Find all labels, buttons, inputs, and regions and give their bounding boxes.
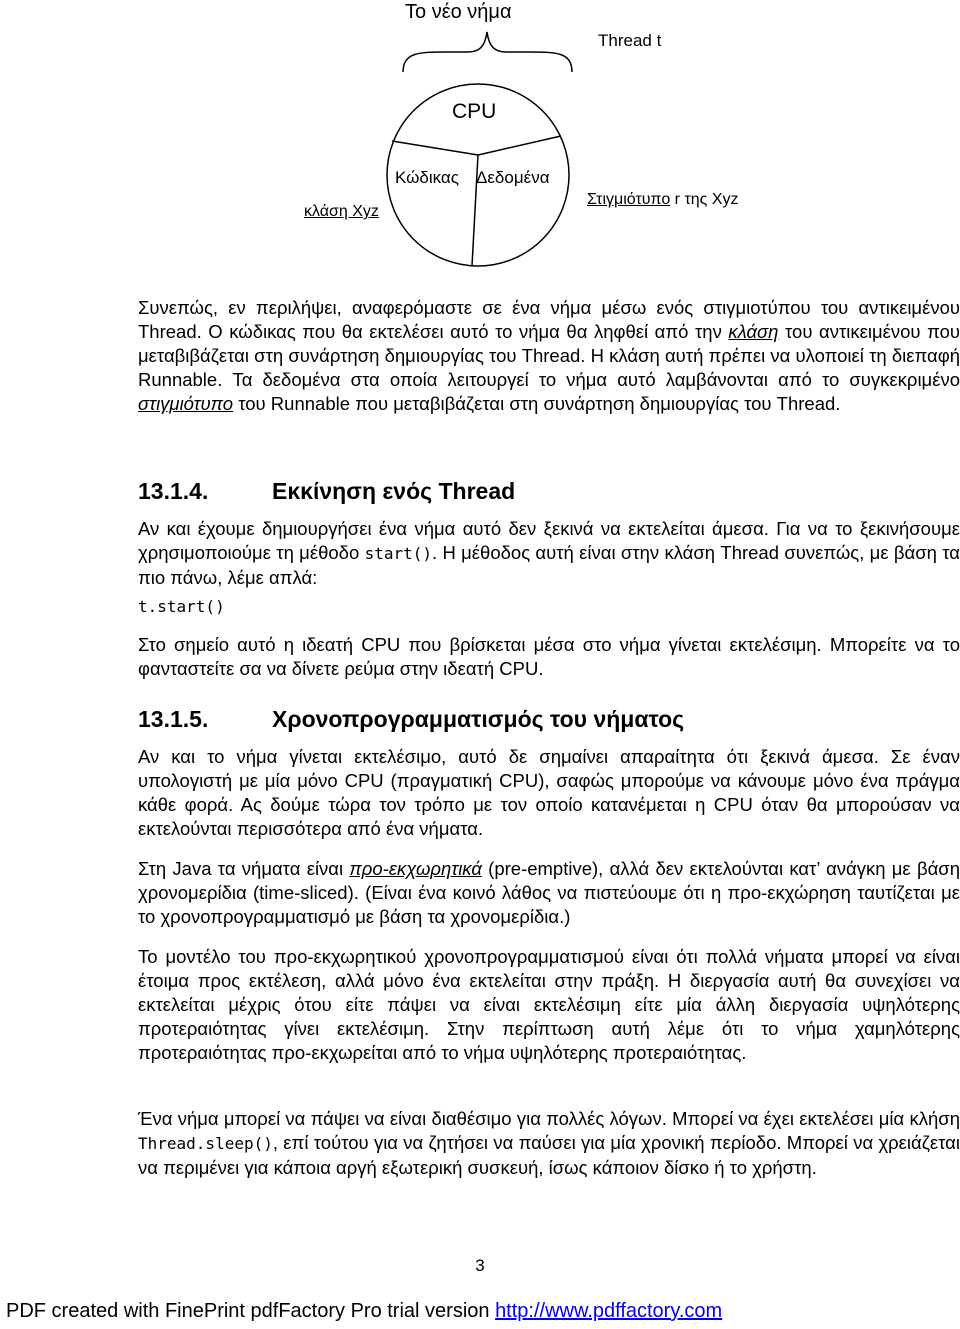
intro-text-3: του Runnable που μεταβιβάζεται στη συνάρτηση δημιουργίας του Thread.	[233, 393, 841, 414]
pdf-footer	[6, 1300, 722, 1323]
scheduling-paragraph-3: Το μοντέλο του προ-εκχωρητικού χρονοπρογραμματισμού είναι ότι πολλά νήματα μπορεί να είναι έτοιμα προς εκτέλεση, αλλά μόνο ένα εκτελείται στην πράξη. Η διεργασία αυτή θα συνεχίσει να εκτελείται μέχρις ότου είτε πάψει να είναι εκτελέσιμη είτε μία άλλη διεργασία υψηλότερης προτεραιότητας γίνει εκτελέσιμη. Στην περίπτωση αυτή λέμε ότι το νήμα χαμηλότερης προτεραιότητας προ-εκχωρείται από το νήμα υψηλότερης προτεραιότητας.	[138, 946, 960, 1063]
start-text-1: Αν και έχουμε δημιουργήσει ένα νήμα αυτό δεν ξεκινά να εκτελείται άμεσα. Για να το ξεκινήσουμε χρησιμοποιούμε τη μέθοδο	[138, 518, 960, 563]
section-heading-scheduling	[138, 705, 684, 733]
data-label: Δεδομένα	[476, 168, 550, 187]
code-label: Κώδικας	[395, 168, 459, 187]
cpu-label: CPU	[452, 100, 497, 123]
preemptive-text-2: (pre-emptive), αλλά δεν εκτελούνται κατ’ ανάγκη με βάση χρονομερίδια (time-sliced). (Είναι ένα κοινό λάθος να πιστεύουμε ότι η προ-εκχώρηση ταυτίζεται με το χρονοπρογραμματισμό με βάση τα χρονομερίδια.)	[138, 858, 960, 927]
intro-text-1: Συνεπώς, εν περιλήψει, αναφερόμαστε σε ένα νήμα μέσω ενός στιγμιοτύπου του αντικειμένου Thread. Ο κώδικας που θα εκτελέσει αυτό το νήμα θα ληφθεί από την	[138, 297, 960, 342]
intro-paragraph	[138, 296, 960, 416]
preemptive-emphasis: προ-εκχωρητικά	[349, 858, 482, 879]
runnable-paragraph: Στο σημείο αυτό η ιδεατή CPU που βρίσκεται μέσα στο νήμα γίνεται εκτελέσιμη. Μπορείτε να το φανταστείτε σα να δίνετε ρεύμα στην ιδεατή CPU.	[138, 634, 960, 679]
instance-label	[587, 192, 739, 208]
footer-text: PDF created with FinePrint pdfFactory Pro trial version	[6, 1300, 496, 1322]
new-thread-label: Το νέο νήμα	[405, 1, 512, 23]
sleep-text-2: , επί τούτου για να ζητήσει να παύσει για μία χρονική περίοδο. Μπορεί να χρειάζεται να περιμένει για κάποια αργή εξωτερική συσκευή, ίσως κάποιον δίσκο ή το χρήστη.	[138, 1132, 960, 1178]
preemptive-text-1: Στη Java τα νήματα είναι	[138, 858, 350, 879]
scheduling-paragraph-4	[138, 1107, 960, 1180]
divider-right	[478, 136, 561, 155]
section-title: Εκκίνηση ενός Thread	[272, 478, 516, 504]
sleep-code-inline: Thread.sleep()	[138, 1134, 273, 1153]
intro-text-2: του αντικειμένου που μεταβιβάζεται στη συνάρτηση δημιουργίας του Thread. Η κλάση αυτή πρέπει να υλοποιεί τη διεπαφή Runnable. Τα δεδομένα στα οποία λειτουργεί το νήμα αυτό λαμβάνονται από το συγκεκριμένο	[138, 321, 960, 390]
footer-link[interactable]: http://www.pdffactory.com	[495, 1300, 723, 1322]
thread-diagram	[0, 0, 960, 270]
divider-left	[392, 141, 478, 155]
start-text-2: . Η μέθοδος αυτή είναι στην κλάση Thread συνεπώς, με βάση τα πιο πάνω, λέμε απλά:	[138, 542, 960, 588]
start-code-inline: start()	[364, 544, 432, 563]
code-line: t.start()	[138, 597, 225, 616]
intro-emphasis-class: κλάση	[728, 321, 779, 342]
start-thread-paragraph	[138, 517, 960, 590]
section-title: Χρονοπρογραμματισμός του νήματος	[272, 706, 685, 732]
scheduling-paragraph-2	[138, 857, 960, 929]
scheduling-paragraph-1: Αν και το νήμα γίνεται εκτελέσιμο, αυτό δε σημαίνει απαραίτητα ότι ξεκινά άμεσα. Σε έναν υπολογιστή με μία μόνο CPU (πραγματική CPU), σαφώς μπορούμε να κάνουμε μόνο ένα πράγμα κάθε φορά. Ας δούμε τώρα τον τρόπο με τον οποίο κατανέμεται η CPU όταν θα μπορούσαν να εκτελούνται περισσότερα από ένα νήματα.	[138, 746, 960, 839]
thread-diagram-graphic	[0, 0, 960, 270]
thread-variable-label: Thread t	[598, 31, 662, 50]
class-label-text: κλάση Xyz	[304, 203, 379, 220]
curly-brace	[403, 32, 572, 72]
sleep-text-1: Ένα νήμα μπορεί να πάψει να είναι διαθέσιμο για πολλές λόγων. Μπορεί να έχει εκτελέσει μία κλήση	[138, 1108, 960, 1129]
instance-label-underlined: Στιγμιότυπο	[587, 191, 671, 208]
class-label	[304, 204, 379, 220]
section-heading-start-thread	[138, 477, 515, 505]
instance-label-rest: r της Xyz	[670, 191, 739, 208]
page-number: 3	[475, 1256, 485, 1275]
section-number: 13.1.5.	[138, 706, 209, 732]
intro-emphasis-instance: στιγμιότυπο	[138, 393, 234, 414]
section-number: 13.1.4.	[138, 478, 209, 504]
